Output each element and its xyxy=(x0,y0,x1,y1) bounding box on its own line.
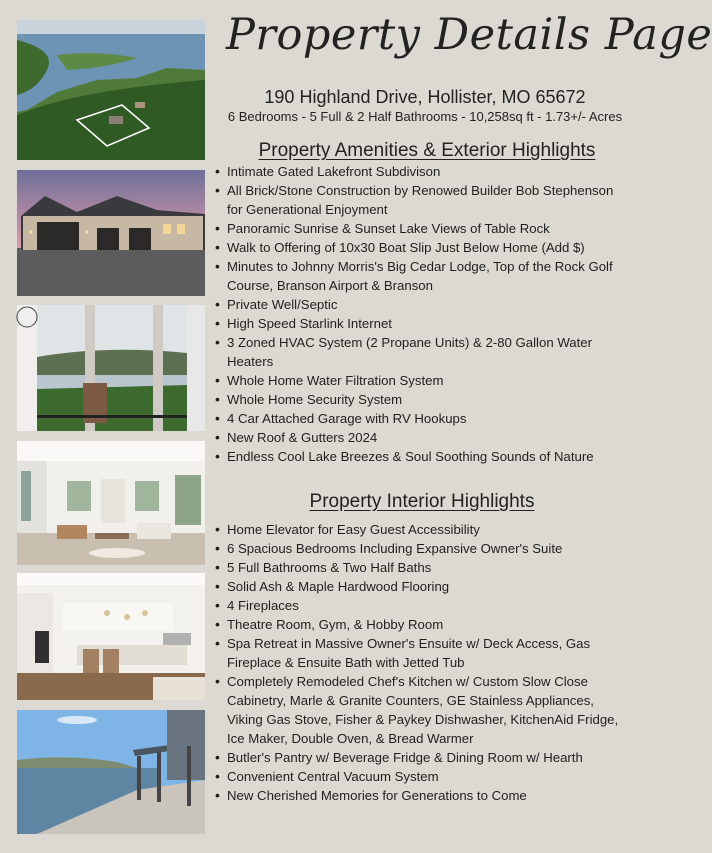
list-item: • Endless Cool Lake Breezes & Soul Soothing Sounds of Nature xyxy=(212,447,632,466)
house-exterior-photo xyxy=(17,170,205,296)
list-item: • 3 Zoned HVAC System (2 Propane Units) & 2-80 Gallon Water Heaters xyxy=(212,333,632,371)
list-item: • Butler's Pantry w/ Beverage Fridge & Dining Room w/ Hearth xyxy=(212,748,632,767)
list-item: • New Cherished Memories for Generations to Come xyxy=(212,786,632,805)
aerial-lake-photo xyxy=(17,20,205,160)
amenities-list xyxy=(212,162,632,466)
living-room-photo xyxy=(17,441,205,565)
list-item: • New Roof & Gutters 2024 xyxy=(212,428,632,447)
boat-dock-photo xyxy=(17,710,205,834)
list-item: • 5 Full Bathrooms & Two Half Baths xyxy=(212,558,632,577)
interior-list xyxy=(212,520,632,805)
list-item: • High Speed Starlink Internet xyxy=(212,314,632,333)
list-item: • Whole Home Security System xyxy=(212,390,632,409)
list-item: • Private Well/Septic xyxy=(212,295,632,314)
list-item: • 4 Car Attached Garage with RV Hookups xyxy=(212,409,632,428)
property-address: 190 Highland Drive, Hollister, MO 65672 xyxy=(264,87,586,107)
list-item: • Walk to Offering of 10x30 Boat Slip Just Below Home (Add $) xyxy=(212,238,632,257)
list-item: • Completely Remodeled Chef's Kitchen w/ Custom Slow Close Cabinetry, Marle & Granite Counters, GE Stainless Appliances, Viking Gas Stove, Fisher & Paykey Dishwasher, KitchenAid Fridge, Ice Maker, Double Oven, & Bread Warmer xyxy=(212,672,632,748)
amenities-heading: Property Amenities & Exterior Highlights xyxy=(258,140,596,161)
list-item: • 4 Fireplaces xyxy=(212,596,632,615)
property-specs: 6 Bedrooms - 5 Full & 2 Half Bathrooms - 10,258sq ft - 1.73+/- Acres xyxy=(227,109,623,124)
list-item: • Home Elevator for Easy Guest Accessibility xyxy=(212,520,632,539)
list-item: • Minutes to Johnny Morris's Big Cedar Lodge, Top of the Rock Golf Course, Branson Airport & Branson xyxy=(212,257,632,295)
list-item: • Solid Ash & Maple Hardwood Flooring xyxy=(212,577,632,596)
list-item: • Spa Retreat in Massive Owner's Ensuite w/ Deck Access, Gas Fireplace & Ensuite Bath with Jetted Tub xyxy=(212,634,632,672)
interior-heading: Property Interior Highlights xyxy=(309,491,535,512)
list-item: • All Brick/Stone Construction by Renowed Builder Bob Stephenson for Generational Enjoyment xyxy=(212,181,632,219)
list-item: • Theatre Room, Gym, & Hobby Room xyxy=(212,615,632,634)
list-item: • Whole Home Water Filtration System xyxy=(212,371,632,390)
kitchen-photo xyxy=(17,573,205,700)
list-item: • 6 Spacious Bedrooms Including Expansive Owner's Suite xyxy=(212,539,632,558)
list-item: • Convenient Central Vacuum System xyxy=(212,767,632,786)
page-title: Property Details Page xyxy=(226,10,712,60)
list-item: • Intimate Gated Lakefront Subdivison xyxy=(212,162,632,181)
lake-view-window-photo xyxy=(17,305,205,431)
list-item: • Panoramic Sunrise & Sunset Lake Views of Table Rock xyxy=(212,219,632,238)
